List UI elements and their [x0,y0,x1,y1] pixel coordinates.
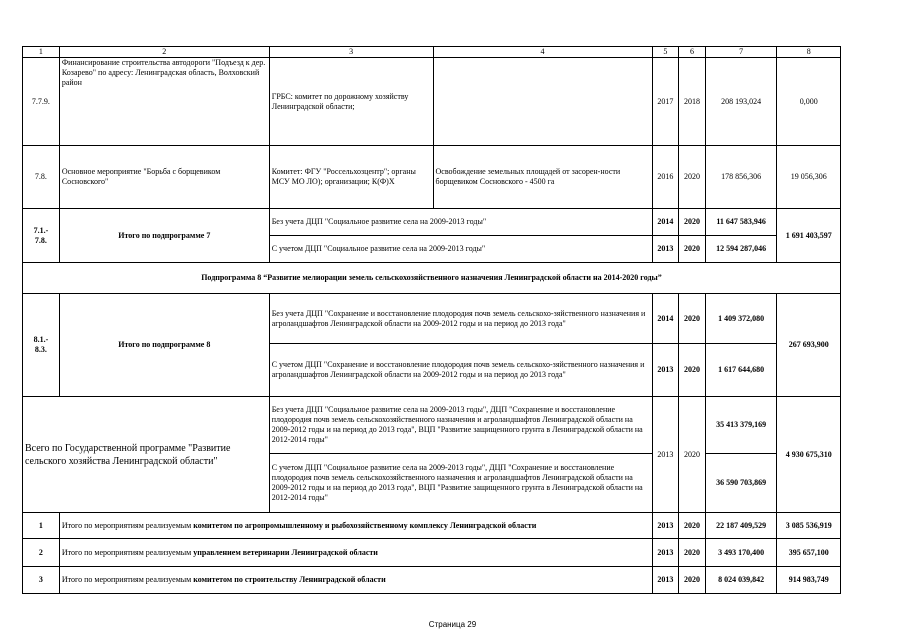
summary-row [23,513,841,539]
header-cell: 7 [705,47,777,58]
amount-total: 35 413 379,169 [705,397,777,454]
variant-text: Без учета ДЦП "Социальное развитие села на 2009-2013 годы" [269,209,652,236]
measure-name: Основное мероприятие "Борьба с борщевиком Сосновского" [59,146,269,209]
amount-regional: 19 056,306 [777,146,841,209]
page-number: Страница 29 [428,620,477,629]
header-cell: 3 [269,47,433,58]
summary-row [23,567,841,594]
summary-label: Итого по мероприятиям реализуемым комитетом по агропромышленному и рыбохозяйственному комплексу Ленинградской области [59,513,652,539]
row-number: 1 [23,513,60,539]
summary-label: Итого по мероприятиям реализуемым комитетом по строительству Ленинградской области [59,567,652,594]
subtotal-label: Итого по подпрограмме 7 [59,209,269,263]
result [433,58,652,146]
variant-text: С учетом ДЦП "Социальное развитие села на 2009-2013 годы", ДЦП "Сохранение и восстановление плодородия почв земель сельскохозяйственного назначения и агроландшафтов Ленинградской области на 2009-2012 годы и на период до 2013 года", ВЦП "Развитие защищенного грунта в Ленинградской области на 2012-2014 годы" [269,454,652,513]
amount-total: 208 193,024 [705,58,777,146]
year-end: 2020 [679,567,706,594]
year-start: 2013 [652,567,679,594]
year-end: 2020 [679,236,706,263]
year-start: 2013 [652,236,679,263]
header-cell: 2 [59,47,269,58]
amount-total: 8 024 039,842 [705,567,777,594]
row-number: 7.1.- 7.8. [23,209,60,263]
year-start: 2014 [652,209,679,236]
program-table [22,46,841,594]
amount-total: 12 594 287,046 [705,236,777,263]
section-title: Подпрограмма 8 “Развитие мелиорации земель сельскохозяйственного назначения Ленинградской области на 2014-2020 годы” [23,263,841,294]
header-cell: 4 [433,47,652,58]
row-program-total-a [23,397,841,454]
year-start: 2017 [652,58,679,146]
amount-regional: 0,000 [777,58,841,146]
year-end: 2020 [679,513,706,539]
summary-row [23,539,841,567]
year-start: 2014 [652,294,679,344]
row-number: 8.1.- 8.3. [23,294,60,397]
row-total-8-a [23,294,841,344]
row-number: 3 [23,567,60,594]
row-number: 7.7.9. [23,58,60,146]
variant-text: С учетом ДЦП "Сохранение и восстановление плодородия почв земель сельскохо-зяйственного назначения и агроландшафтов Ленинградской области на 2009-2012 годы и на период до 2013 года" [269,344,652,397]
amount-regional: 395 657,100 [777,539,841,567]
year-end: 2020 [679,539,706,567]
header-cell: 5 [652,47,679,58]
year-start: 2013 [652,344,679,397]
result: Освобождение земельных площадей от засорен-ности борщевиком Сосновского - 4500 га [433,146,652,209]
year-start: 2013 [652,397,679,513]
program-total-label: Всего по Государственной программе "Развитие сельского хозяйства Ленинградской области" [23,397,270,513]
amount-total: 11 647 583,946 [705,209,777,236]
row-7-7-9 [23,58,841,146]
row-7-8 [23,146,841,209]
variant-text: Без учета ДЦП "Социальное развитие села на 2009-2013 годы", ДЦП "Сохранение и восстановление плодородия почв земель сельскохозяйственного назначения и агроландшафтов Ленинградской области на 2009-2012 годы и на период до 2013 года", ВЦП "Развитие защищенного грунта в Ленинградской области на 2012-2014 годы" [269,397,652,454]
amount-total: 36 590 703,869 [705,454,777,513]
year-end: 2020 [679,146,706,209]
year-start: 2013 [652,539,679,567]
year-end: 2020 [679,397,706,513]
year-end: 2020 [679,344,706,397]
executor: ГРБС: комитет по дорожному хозяйству Ленинградской области; [269,58,433,146]
amount-regional: 267 693,900 [777,294,841,397]
amount-regional: 4 930 675,310 [777,397,841,513]
header-cell: 8 [777,47,841,58]
row-total-7-a [23,209,841,236]
row-number: 7.8. [23,146,60,209]
measure-name: Финансирование строительства автодороги "Подъезд к дер. Козарево" по адресу: Ленинградская область, Волховский район [59,58,269,146]
header-row [23,47,841,58]
row-number: 2 [23,539,60,567]
header-cell: 6 [679,47,706,58]
amount-total: 3 493 170,400 [705,539,777,567]
year-end: 2018 [679,58,706,146]
amount-total: 1 409 372,080 [705,294,777,344]
section-row [23,263,841,294]
amount-regional: 914 983,749 [777,567,841,594]
variant-text: Без учета ДЦП "Сохранение и восстановление плодородия почв земель сельскохо-зяйственного назначения и агроландшафтов Ленинградской области на 2009-2012 годы и на период до 2013 года" [269,294,652,344]
executor: Комитет: ФГУ "Россельхозцентр"; органы МСУ МО ЛО); организации; К(Ф)Х [269,146,433,209]
amount-total: 178 856,306 [705,146,777,209]
year-start: 2016 [652,146,679,209]
amount-regional: 3 085 536,919 [777,513,841,539]
year-end: 2020 [679,294,706,344]
amount-total: 22 187 409,529 [705,513,777,539]
summary-label: Итого по мероприятиям реализуемым управлением ветеринарии Ленинградской области [59,539,652,567]
variant-text: С учетом ДЦП "Социальное развитие села на 2009-2013 годы" [269,236,652,263]
year-end: 2020 [679,209,706,236]
amount-total: 1 617 644,680 [705,344,777,397]
year-start: 2013 [652,513,679,539]
amount-regional: 1 691 403,597 [777,209,841,263]
header-cell: 1 [23,47,60,58]
subtotal-label: Итого по подпрограмме 8 [59,294,269,397]
